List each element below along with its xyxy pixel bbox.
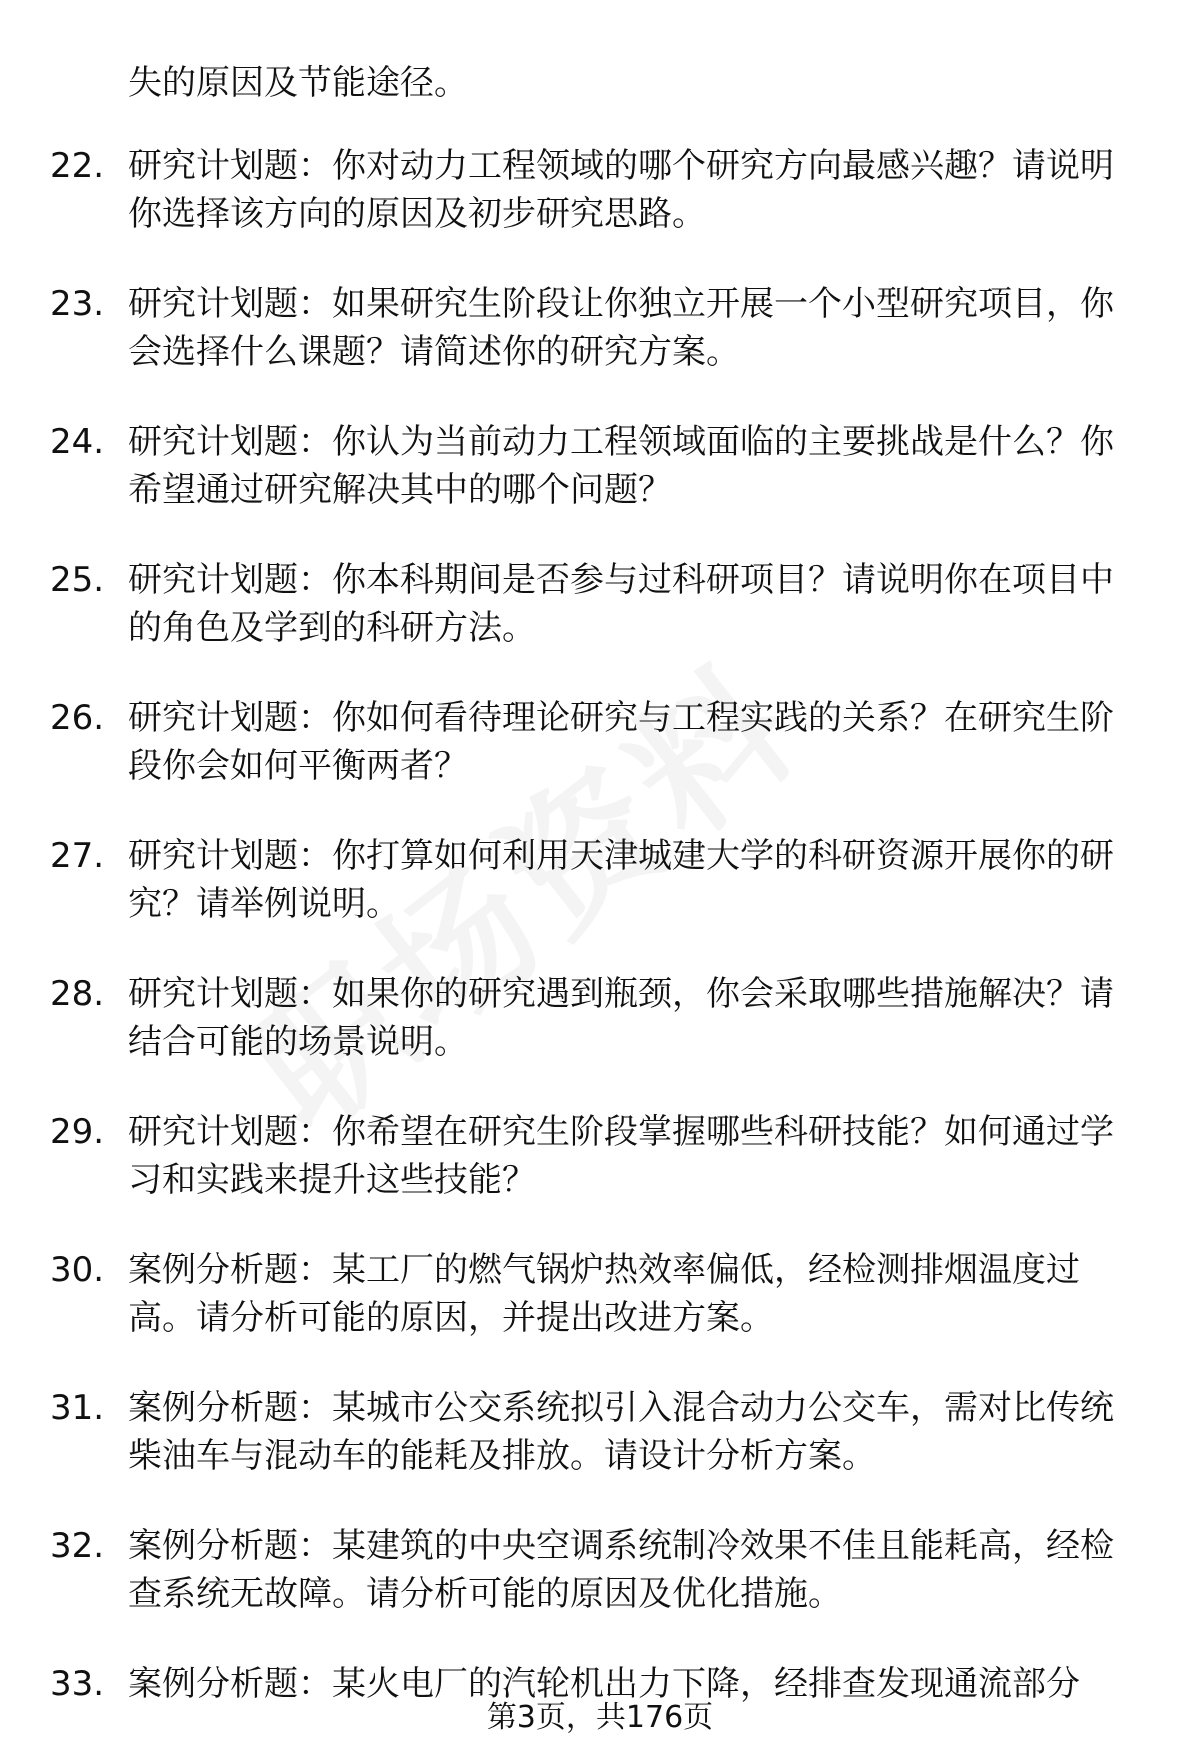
question-number: 25.: [50, 560, 105, 600]
question-item: [0, 418, 1138, 514]
question-item: [0, 142, 1138, 238]
question-text: 案例分析题：某城市公交系统拟引入混合动力公交车，需对比传统柴油车与混动车的能耗及排放。请设计分析方案。: [128, 1388, 1114, 1476]
question-number: 24.: [50, 422, 105, 462]
question-text: 研究计划题：你希望在研究生阶段掌握哪些科研技能？如何通过学习和实践来提升这些技能？: [128, 1112, 1114, 1200]
question-text: 研究计划题：如果你的研究遇到瓶颈，你会采取哪些措施解决？请结合可能的场景说明。: [128, 974, 1114, 1062]
question-number: 26.: [50, 698, 105, 738]
question-text: 研究计划题：你如何看待理论研究与工程实践的关系？在研究生阶段你会如何平衡两者？: [128, 698, 1114, 786]
question-text: 研究计划题：你对动力工程领域的哪个研究方向最感兴趣？请说明你选择该方向的原因及初步研究思路。: [128, 146, 1114, 234]
continuation-text: 失的原因及节能途径。: [128, 63, 468, 103]
question-item: [0, 280, 1138, 376]
question-text: 案例分析题：某建筑的中央空调系统制冷效果不佳且能耗高，经检查系统无故障。请分析可能的原因及优化措施。: [128, 1526, 1114, 1614]
question-number: 22.: [50, 146, 105, 186]
question-text: 案例分析题：某工厂的燃气锅炉热效率偏低，经检测排烟温度过高。请分析可能的原因，并提出改进方案。: [128, 1250, 1080, 1338]
question-item: [0, 970, 1138, 1066]
question-item: [0, 1108, 1138, 1204]
question-item: [0, 1522, 1138, 1618]
question-item: [0, 694, 1138, 790]
question-number: 33.: [50, 1664, 105, 1704]
question-item: [0, 1384, 1138, 1480]
question-item: [0, 832, 1138, 928]
question-list: [0, 142, 1200, 1750]
question-number: 27.: [50, 836, 105, 876]
page-footer: 第3页，共176页: [486, 1700, 714, 1735]
question-number: 29.: [50, 1112, 105, 1152]
question-text: 研究计划题：你打算如何利用天津城建大学的科研资源开展你的研究？请举例说明。: [128, 836, 1114, 924]
question-item: [0, 556, 1138, 652]
question-number: 30.: [50, 1250, 105, 1290]
question-number: 31.: [50, 1388, 105, 1428]
question-text: 研究计划题：如果研究生阶段让你独立开展一个小型研究项目，你会选择什么课题？请简述你的研究方案。: [128, 284, 1114, 372]
question-item: [0, 1246, 1138, 1342]
question-number: 32.: [50, 1526, 105, 1566]
question-text: 研究计划题：你本科期间是否参与过科研项目？请说明你在项目中的角色及学到的科研方法。: [128, 560, 1114, 648]
question-text: 案例分析题：某火电厂的汽轮机出力下降，经排查发现通流部分: [128, 1664, 1080, 1704]
question-number: 28.: [50, 974, 105, 1014]
question-text: 研究计划题：你认为当前动力工程领域面临的主要挑战是什么？你希望通过研究解决其中的哪个问题？: [128, 422, 1114, 510]
question-number: 23.: [50, 284, 105, 324]
